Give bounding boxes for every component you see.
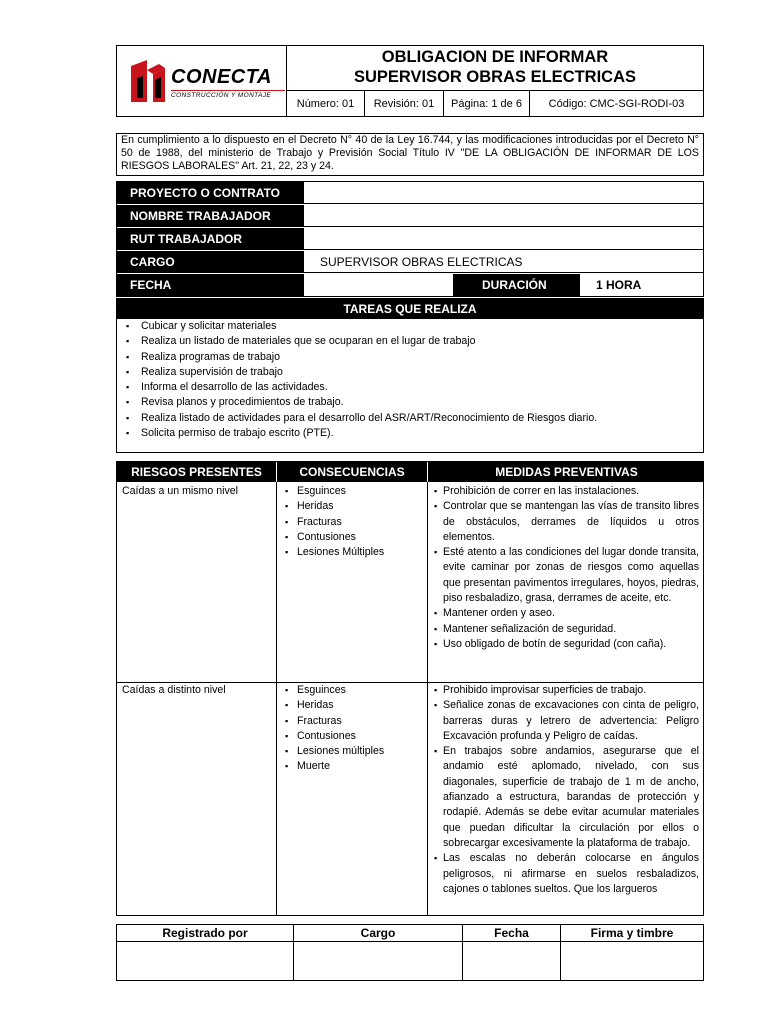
row-nombre [117,205,703,228]
list-item: ▪ Revisa planos y procedimientos de trabajo. [117,395,703,410]
cargo-value: SUPERVISOR OBRAS ELECTRICAS [303,251,703,273]
legal-intro-text: En cumplimiento a lo dispuesto en el Decreto N° 40 de la Ley 16.744, y las modificaciones introducidas por el Decreto N° 50 de 1988, del ministerio de Trabajo y Previsión Social Título IV "DE LA OBLIGACIÓN DE INFORMAR DE LOS RIESGOS LABORALES" Art. 21, 22, 23 y 24. [116,133,704,176]
list-item: ▪ Esté atento a las condiciones del lugar donde transita, evite caminar por zonas de riesgos como aquellas que presentan pavimentos irregulares, hoyos, piedras, piso resbaladizo, grasa, derrames de aceite, etc. [433,545,699,606]
col-riesgos-header: RIESGOS PRESENTES [117,462,277,482]
numero-field: Número: 01 [287,91,365,116]
row-fecha [117,274,703,296]
list-item: ▪ Contusiones [277,729,425,744]
company-logo [117,46,287,116]
revision-field: Revisión: 01 [365,91,444,116]
tareas-section [116,298,704,453]
list-item: ▪ Muerte [277,759,425,774]
row-cargo [117,251,703,274]
list-item: ▪ Fracturas [277,714,425,729]
list-item: ▪ Informa el desarrollo de las actividades. [117,380,703,395]
logo-wordmark: CONECTA [171,66,272,88]
list-item: ▪ Realiza programas de trabajo [117,350,703,365]
col-divider [293,925,294,980]
rut-label: RUT TRABAJADOR [117,228,303,250]
col-consecuencias-header: CONSECUENCIAS [277,462,428,482]
list-item: ▪ Las escalas no deberán colocarse en ángulos peligrosos, ni afirmarse en suelos resbaladizos, cajones o tablones sueltos. Que los largueros [433,851,699,897]
list-item: ▪ Mantener señalización de seguridad. [433,622,699,637]
col-divider [427,482,428,915]
fecha-label: FECHA [117,274,303,296]
worker-info-table [116,181,704,297]
list-item: ▪ En trabajos sobre andamios, asegurarse que el andamio esté aplomado, nivelado, con sus diagonales, superficie de trabajo de 1 m de ancho, afianzado a estructura, barandas de protección y rodapié. Además se debe evitar acumular materiales que puedan dificultar la circulación por ellos o sobrecargar excesivamente la plataforma de trabajo. [433,744,699,851]
document-title-line2: SUPERVISOR OBRAS ELECTRICAS [353,68,637,86]
firma-header: Firma y timbre [590,926,674,940]
list-item: ▪ Heridas [277,499,425,514]
document-title-line1: OBLIGACION DE INFORMAR [381,48,609,66]
duracion-label: DURACIÓN [453,274,579,296]
list-item: ▪ Prohibición de correr en las instalaciones. [433,484,699,499]
fecha-header: Fecha [494,926,529,940]
col-divider [560,925,561,980]
duracion-value: 1 HORA [579,274,703,296]
riesgo-cell: Caídas a un mismo nivel [122,485,238,497]
list-item: ▪ Señalice zonas de excavaciones con cinta de peligro, barreras duras y letrero de advertencia: Peligro Excavación profunda y Peligro de caídas. [433,698,699,744]
col-medidas-header: MEDIDAS PREVENTIVAS [428,462,704,482]
nombre-label: NOMBRE TRABAJADOR [117,205,303,227]
fecha-value[interactable] [303,274,453,296]
tareas-list [117,319,703,441]
col-divider [462,925,463,980]
nombre-value[interactable] [303,205,703,227]
proyecto-label: PROYECTO O CONTRATO [117,182,303,204]
riesgos-table [116,461,704,916]
firma-table [116,924,704,981]
list-item: ▪ Lesiones Múltiples [277,545,425,560]
row-divider [117,941,703,942]
riesgo-cell: Caídas a distinto nivel [122,684,226,696]
tareas-heading: TAREAS QUE REALIZA [117,299,703,319]
list-item: ▪ Esguinces [277,484,425,499]
registrado-header: Registrado por [162,926,248,940]
document-meta-row [287,90,703,116]
rut-value[interactable] [303,228,703,250]
list-item: ▪ Mantener orden y aseo. [433,606,699,621]
logo-subtitle: CONSTRUCCIÓN Y MONTAJE [171,90,285,99]
list-item: ▪ Cubicar y solicitar materiales [117,319,703,334]
consecuencias-cell [277,683,425,775]
cargo-header: Cargo [360,926,396,940]
row-rut [117,228,703,251]
list-item: ▪ Prohibido improvisar superficies de trabajo. [433,683,699,698]
list-item: ▪ Contusiones [277,530,425,545]
row-proyecto [117,182,703,205]
list-item: ▪ Controlar que se mantengan las vías de transito libres de obstáculos, derrames de líquidos u otros elementos. [433,499,699,545]
list-item: ▪ Fracturas [277,515,425,530]
cargo-label: CARGO [117,251,303,273]
list-item: ▪ Realiza un listado de materiales que se ocuparan en el lugar de trabajo [117,334,703,349]
list-item: ▪ Lesiones múltiples [277,744,425,759]
list-item: ▪ Esguinces [277,683,425,698]
list-item: ▪ Uso obligado de botín de seguridad (con caña). [433,637,699,652]
proyecto-value[interactable] [303,182,703,204]
list-item: ▪ Solicita permiso de trabajo escrito (PTE). [117,426,703,441]
consecuencias-cell [277,484,425,560]
list-item: ▪ Realiza listado de actividades para el desarrollo del ASR/ART/Reconocimiento de Riesgos diario. [117,411,703,426]
pagina-field: Página: 1 de 6 [444,91,530,116]
document-header [116,45,704,117]
medidas-cell [433,683,699,897]
codigo-field: Código: CMC-SGI-RODI-03 [548,97,685,110]
list-item: ▪ Heridas [277,698,425,713]
medidas-cell [433,484,699,652]
list-item: ▪ Realiza supervisión de trabajo [117,365,703,380]
